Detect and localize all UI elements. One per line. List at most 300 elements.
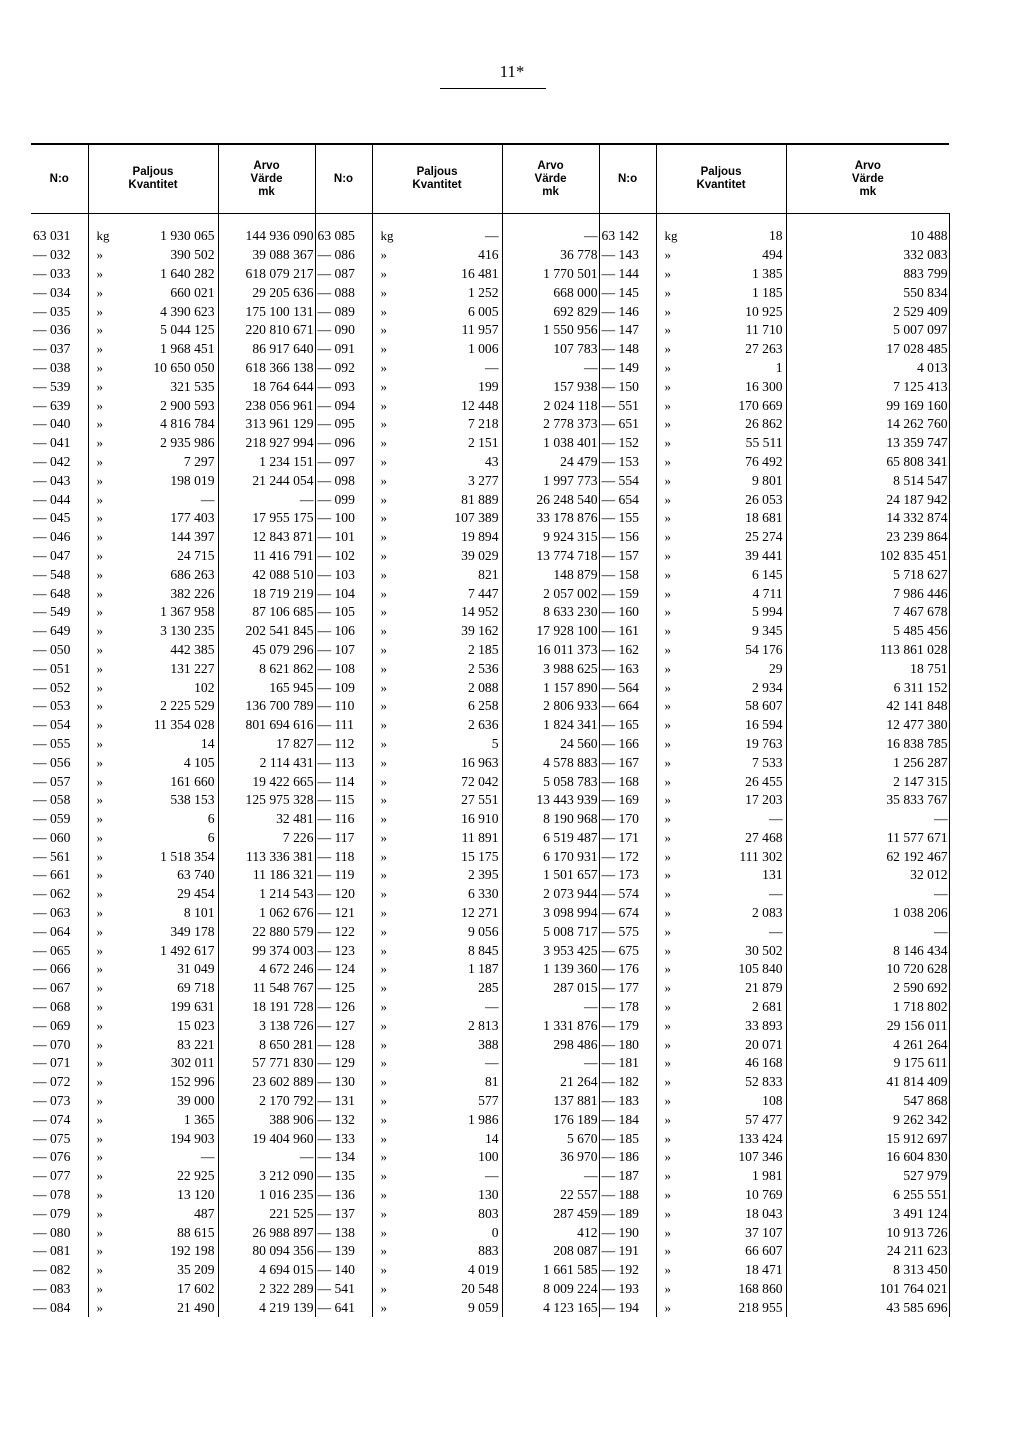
item-number: — 070	[31, 1035, 88, 1054]
unit-marker: »	[664, 1055, 672, 1071]
table-row	[31, 791, 949, 810]
quantity-cell: 20 548	[412, 1280, 502, 1299]
table-row	[31, 565, 949, 584]
item-number: — 072	[31, 1073, 88, 1092]
table-row	[31, 528, 949, 547]
value-cell: 157 938	[502, 377, 599, 396]
quantity-cell: 26 455	[696, 772, 786, 791]
value-cell: 1 501 657	[502, 866, 599, 885]
table-row	[31, 753, 949, 772]
item-number: — 144	[599, 265, 656, 284]
quantity-cell: 26 862	[696, 415, 786, 434]
quantity-cell: 19 763	[696, 735, 786, 754]
item-number: — 163	[599, 659, 656, 678]
quantity-cell: 4 816 784	[128, 415, 218, 434]
item-number: — 056	[31, 753, 88, 772]
item-number: — 122	[315, 922, 372, 941]
unit-marker: »	[96, 529, 103, 545]
quantity-cell: 1 365	[128, 1110, 218, 1129]
unit-marker: »	[96, 416, 103, 432]
quantity-cell: 81 889	[412, 490, 502, 509]
value-cell: 1 139 360	[502, 960, 599, 979]
value-cell: 35 833 767	[786, 791, 949, 810]
item-number: — 159	[599, 584, 656, 603]
value-cell: 2 024 118	[502, 396, 599, 415]
item-number: — 084	[31, 1298, 88, 1317]
table-row	[31, 1110, 949, 1129]
value-cell: 1 997 773	[502, 471, 599, 490]
unit-marker: »	[664, 961, 672, 977]
value-cell: 125 975 328	[218, 791, 315, 810]
unit-marker: »	[380, 284, 388, 300]
item-number: — 112	[315, 735, 372, 754]
item-number: — 105	[315, 603, 372, 622]
unit-marker: »	[96, 566, 103, 582]
item-number: — 094	[315, 396, 372, 415]
quantity-cell: 1	[696, 359, 786, 378]
value-cell: 26 248 540	[502, 490, 599, 509]
item-number: — 155	[599, 509, 656, 528]
header-quantity-swedish: Kvantitet	[696, 179, 746, 191]
header-quantity	[372, 144, 502, 214]
item-number: — 146	[599, 302, 656, 321]
quantity-cell: 108	[696, 1092, 786, 1111]
item-number: — 158	[599, 565, 656, 584]
unit-marker: »	[664, 867, 672, 883]
unit-marker: »	[96, 623, 103, 639]
unit-marker: »	[664, 453, 672, 469]
item-number: — 097	[315, 453, 372, 472]
value-cell: 8 633 230	[502, 603, 599, 622]
unit-marker: »	[96, 604, 103, 620]
unit-marker: »	[380, 792, 388, 808]
item-number: — 190	[599, 1223, 656, 1242]
item-number: — 083	[31, 1280, 88, 1299]
unit-marker: »	[96, 811, 103, 827]
quantity-cell: 5	[412, 735, 502, 754]
quantity-cell: 69 718	[128, 979, 218, 998]
unit-marker: »	[380, 1130, 388, 1146]
header-quantity	[656, 144, 786, 214]
value-cell: 1 256 287	[786, 753, 949, 772]
unit-marker: »	[96, 341, 103, 357]
quantity-cell: 10 769	[696, 1186, 786, 1205]
quantity-cell: 218 955	[696, 1298, 786, 1317]
value-cell: 5 008 717	[502, 922, 599, 941]
item-number: — 037	[31, 340, 88, 359]
value-cell: —	[502, 1054, 599, 1073]
quantity-cell: 2 935 986	[128, 434, 218, 453]
item-number: — 033	[31, 265, 88, 284]
quantity-cell: 3 277	[412, 471, 502, 490]
header-value-swedish: Värde	[250, 172, 283, 185]
quantity-cell: 177 403	[128, 509, 218, 528]
item-number: — 133	[315, 1129, 372, 1148]
table-row	[31, 302, 949, 321]
quantity-cell: 102	[128, 678, 218, 697]
value-cell: 99 374 003	[218, 941, 315, 960]
value-cell: 24 560	[502, 735, 599, 754]
item-number: — 169	[599, 791, 656, 810]
unit-marker: »	[664, 1205, 672, 1221]
value-cell: —	[786, 810, 949, 829]
quantity-cell: 1 185	[696, 283, 786, 302]
table-row	[31, 246, 949, 265]
value-cell: —	[502, 1167, 599, 1186]
quantity-cell: 18 471	[696, 1261, 786, 1280]
item-number: — 046	[31, 528, 88, 547]
item-number: — 124	[315, 960, 372, 979]
item-number: — 103	[315, 565, 372, 584]
table-row	[31, 1129, 949, 1148]
unit-marker: »	[96, 773, 103, 789]
unit-marker: »	[380, 247, 388, 263]
quantity-cell: 1 252	[412, 283, 502, 302]
table-row	[31, 659, 949, 678]
value-cell: 4 578 883	[502, 753, 599, 772]
value-cell: 1 157 890	[502, 678, 599, 697]
quantity-cell: 72 042	[412, 772, 502, 791]
unit-marker: »	[380, 735, 388, 751]
item-number: — 065	[31, 941, 88, 960]
value-cell: 11 548 767	[218, 979, 315, 998]
value-cell: 5 670	[502, 1129, 599, 1148]
item-number: — 639	[31, 396, 88, 415]
table-row	[31, 584, 949, 603]
item-number: — 075	[31, 1129, 88, 1148]
item-number: — 135	[315, 1167, 372, 1186]
header-value-unit: mk	[859, 185, 877, 198]
quantity-cell: 152 996	[128, 1073, 218, 1092]
table-row	[31, 772, 949, 791]
value-cell: —	[218, 1148, 315, 1167]
value-cell: 99 169 160	[786, 396, 949, 415]
quantity-cell: 21 879	[696, 979, 786, 998]
item-number: — 152	[599, 434, 656, 453]
item-number: — 091	[315, 340, 372, 359]
unit-marker: »	[664, 1017, 672, 1033]
quantity-cell: 12 271	[412, 904, 502, 923]
item-number: — 649	[31, 622, 88, 641]
quantity-cell: 9 801	[696, 471, 786, 490]
unit-marker: »	[664, 491, 672, 507]
unit-marker: »	[664, 1036, 672, 1052]
quantity-cell: 14	[128, 735, 218, 754]
unit-marker: »	[664, 604, 672, 620]
unit-marker: »	[380, 585, 388, 601]
value-cell: 692 829	[502, 302, 599, 321]
item-number: — 035	[31, 302, 88, 321]
header-value	[502, 144, 599, 214]
item-number: — 177	[599, 979, 656, 998]
value-cell: 42 141 848	[786, 697, 949, 716]
value-cell: 4 261 264	[786, 1035, 949, 1054]
unit-marker: »	[380, 717, 388, 733]
table-row	[31, 1261, 949, 1280]
value-cell: 3 988 625	[502, 659, 599, 678]
item-number: — 182	[599, 1073, 656, 1092]
value-cell: 8 190 968	[502, 810, 599, 829]
item-number: — 641	[315, 1298, 372, 1317]
unit-marker: »	[380, 773, 388, 789]
unit-marker: »	[380, 1036, 388, 1052]
quantity-cell: 6 330	[412, 885, 502, 904]
unit-marker: »	[96, 1281, 103, 1297]
value-cell: 144 936 090	[218, 227, 315, 246]
value-cell: 19 422 665	[218, 772, 315, 791]
value-cell: 16 838 785	[786, 735, 949, 754]
unit-marker: »	[96, 886, 103, 902]
unit-marker: »	[96, 1036, 103, 1052]
quantity-cell: 16 300	[696, 377, 786, 396]
quantity-cell: 30 502	[696, 941, 786, 960]
value-cell: 2 170 792	[218, 1092, 315, 1111]
value-cell: 16 604 830	[786, 1148, 949, 1167]
value-cell: 1 214 543	[218, 885, 315, 904]
unit-marker: »	[96, 585, 103, 601]
quantity-cell: 20 071	[696, 1035, 786, 1054]
unit-marker: »	[664, 566, 672, 582]
value-cell: 3 953 425	[502, 941, 599, 960]
unit-marker: »	[380, 1149, 388, 1165]
value-cell: 107 783	[502, 340, 599, 359]
item-number: — 059	[31, 810, 88, 829]
quantity-cell: 1 968 451	[128, 340, 218, 359]
value-cell: 29 156 011	[786, 1016, 949, 1035]
unit-marker: »	[380, 303, 388, 319]
value-cell: 18 719 219	[218, 584, 315, 603]
quantity-cell: 1 981	[696, 1167, 786, 1186]
table-row	[31, 396, 949, 415]
value-cell: 1 661 585	[502, 1261, 599, 1280]
value-cell: 42 088 510	[218, 565, 315, 584]
item-number: — 172	[599, 847, 656, 866]
unit-marker: »	[664, 529, 672, 545]
item-number: — 080	[31, 1223, 88, 1242]
quantity-cell: 35 209	[128, 1261, 218, 1280]
unit-marker: »	[96, 1262, 103, 1278]
unit-marker: »	[664, 397, 672, 413]
unit-marker: »	[664, 472, 672, 488]
item-number: — 116	[315, 810, 372, 829]
table-row	[31, 716, 949, 735]
item-number: — 040	[31, 415, 88, 434]
item-number: — 058	[31, 791, 88, 810]
item-number: — 051	[31, 659, 88, 678]
quantity-cell: 29 454	[128, 885, 218, 904]
table-row	[31, 265, 949, 284]
header-quantity-finnish: Paljous	[132, 166, 174, 178]
table-row	[31, 434, 949, 453]
quantity-cell: 27 468	[696, 829, 786, 848]
quantity-cell: 33 893	[696, 1016, 786, 1035]
table-row	[31, 1280, 949, 1299]
quantity-cell: 2 395	[412, 866, 502, 885]
item-number: — 179	[599, 1016, 656, 1035]
quantity-cell: 7 533	[696, 753, 786, 772]
table-row	[31, 509, 949, 528]
value-cell: 2 322 289	[218, 1280, 315, 1299]
value-cell: 10 488	[786, 227, 949, 246]
quantity-cell: 8 845	[412, 941, 502, 960]
table-row	[31, 922, 949, 941]
item-number: — 150	[599, 377, 656, 396]
quantity-cell: 29	[696, 659, 786, 678]
unit-marker: »	[96, 980, 103, 996]
unit-marker: »	[380, 886, 388, 902]
unit-marker: »	[380, 529, 388, 545]
unit-marker: »	[664, 341, 672, 357]
unit-marker: »	[664, 1299, 672, 1315]
table-row	[31, 1035, 949, 1054]
value-cell: 24 187 942	[786, 490, 949, 509]
value-cell: 32 481	[218, 810, 315, 829]
unit-marker: »	[96, 472, 103, 488]
value-cell: 2 529 409	[786, 302, 949, 321]
value-cell: 5 007 097	[786, 321, 949, 340]
quantity-cell: 883	[412, 1242, 502, 1261]
quantity-cell: —	[412, 227, 502, 246]
value-cell: 287 015	[502, 979, 599, 998]
quantity-cell: 3 130 235	[128, 622, 218, 641]
quantity-cell: 821	[412, 565, 502, 584]
item-number: — 165	[599, 716, 656, 735]
quantity-cell: 6	[128, 829, 218, 848]
quantity-cell: 10 650 050	[128, 359, 218, 378]
item-number: — 549	[31, 603, 88, 622]
value-cell: 2 806 933	[502, 697, 599, 716]
value-cell: 208 087	[502, 1242, 599, 1261]
unit-marker: »	[664, 942, 672, 958]
table-row	[31, 340, 949, 359]
unit-marker: »	[664, 510, 672, 526]
unit-marker: »	[96, 923, 103, 939]
value-cell: 29 205 636	[218, 283, 315, 302]
item-number: — 173	[599, 866, 656, 885]
unit-marker: »	[380, 510, 388, 526]
quantity-cell: 107 389	[412, 509, 502, 528]
item-number: — 053	[31, 697, 88, 716]
unit-marker: »	[96, 322, 103, 338]
item-number: — 099	[315, 490, 372, 509]
item-number: — 168	[599, 772, 656, 791]
unit-marker: »	[664, 886, 672, 902]
quantity-cell: 15 023	[128, 1016, 218, 1035]
unit-marker: »	[664, 623, 672, 639]
quantity-cell: 1 006	[412, 340, 502, 359]
unit-marker: »	[664, 679, 672, 695]
unit-marker: »	[96, 491, 103, 507]
item-number: — 186	[599, 1148, 656, 1167]
value-cell: 1 234 151	[218, 453, 315, 472]
header-no: N:o	[31, 144, 88, 214]
unit-marker: »	[380, 905, 388, 921]
quantity-cell: 81	[412, 1073, 502, 1092]
item-number: — 073	[31, 1092, 88, 1111]
item-number: — 125	[315, 979, 372, 998]
value-cell: 1 038 401	[502, 434, 599, 453]
value-cell: 62 192 467	[786, 847, 949, 866]
header-value-finnish: Arvo	[537, 159, 564, 172]
table-row	[31, 227, 949, 246]
quantity-cell: —	[412, 1054, 502, 1073]
header-value-swedish: Värde	[851, 172, 884, 185]
table-row	[31, 471, 949, 490]
value-cell: 618 079 217	[218, 265, 315, 284]
unit-marker: »	[380, 754, 388, 770]
quantity-cell: 2 225 529	[128, 697, 218, 716]
item-number: — 108	[315, 659, 372, 678]
unit-marker: »	[380, 811, 388, 827]
item-number: — 109	[315, 678, 372, 697]
unit-marker: »	[380, 1093, 388, 1109]
item-number: — 140	[315, 1261, 372, 1280]
unit-marker: »	[96, 999, 103, 1015]
unit-marker: »	[96, 1093, 103, 1109]
item-number: — 068	[31, 998, 88, 1017]
value-cell: 218 927 994	[218, 434, 315, 453]
value-cell: 618 366 138	[218, 359, 315, 378]
unit-marker: »	[380, 359, 388, 375]
unit-marker: »	[96, 265, 103, 281]
value-cell: 5 718 627	[786, 565, 949, 584]
quantity-cell: 416	[412, 246, 502, 265]
quantity-cell: 487	[128, 1204, 218, 1223]
item-number: — 162	[599, 641, 656, 660]
unit-marker: »	[96, 1111, 103, 1127]
unit-marker: kg	[380, 228, 394, 244]
quantity-cell: 24 715	[128, 547, 218, 566]
quantity-cell: 1 640 282	[128, 265, 218, 284]
quantity-cell: 15 175	[412, 847, 502, 866]
item-number: — 118	[315, 847, 372, 866]
value-cell: 14 262 760	[786, 415, 949, 434]
header-value-unit: mk	[542, 185, 559, 198]
unit-marker: »	[96, 717, 103, 733]
item-number: — 551	[599, 396, 656, 415]
item-number: — 153	[599, 453, 656, 472]
value-cell: 65 808 341	[786, 453, 949, 472]
quantity-cell: 5 994	[696, 603, 786, 622]
quantity-cell: 11 354 028	[128, 716, 218, 735]
unit-marker: »	[664, 811, 672, 827]
unit-marker: »	[380, 341, 388, 357]
quantity-cell: 57 477	[696, 1110, 786, 1129]
unit-marker: »	[380, 1111, 388, 1127]
value-cell: 148 879	[502, 565, 599, 584]
value-cell: 24 479	[502, 453, 599, 472]
quantity-cell: 5 044 125	[128, 321, 218, 340]
header-quantity-finnish: Paljous	[700, 166, 742, 178]
value-cell: 15 912 697	[786, 1129, 949, 1148]
value-cell: 220 810 671	[218, 321, 315, 340]
value-cell: 18 191 728	[218, 998, 315, 1017]
table-row	[31, 321, 949, 340]
item-number: — 129	[315, 1054, 372, 1073]
table-row	[31, 979, 949, 998]
item-number: — 131	[315, 1092, 372, 1111]
unit-marker: »	[664, 641, 672, 657]
quantity-cell: 1 385	[696, 265, 786, 284]
item-number: — 564	[599, 678, 656, 697]
unit-marker: »	[380, 1168, 388, 1184]
item-number: — 147	[599, 321, 656, 340]
value-cell: 80 094 356	[218, 1242, 315, 1261]
quantity-cell: 9 059	[412, 1298, 502, 1317]
value-cell: 2 073 944	[502, 885, 599, 904]
quantity-cell: 390 502	[128, 246, 218, 265]
item-number: — 161	[599, 622, 656, 641]
